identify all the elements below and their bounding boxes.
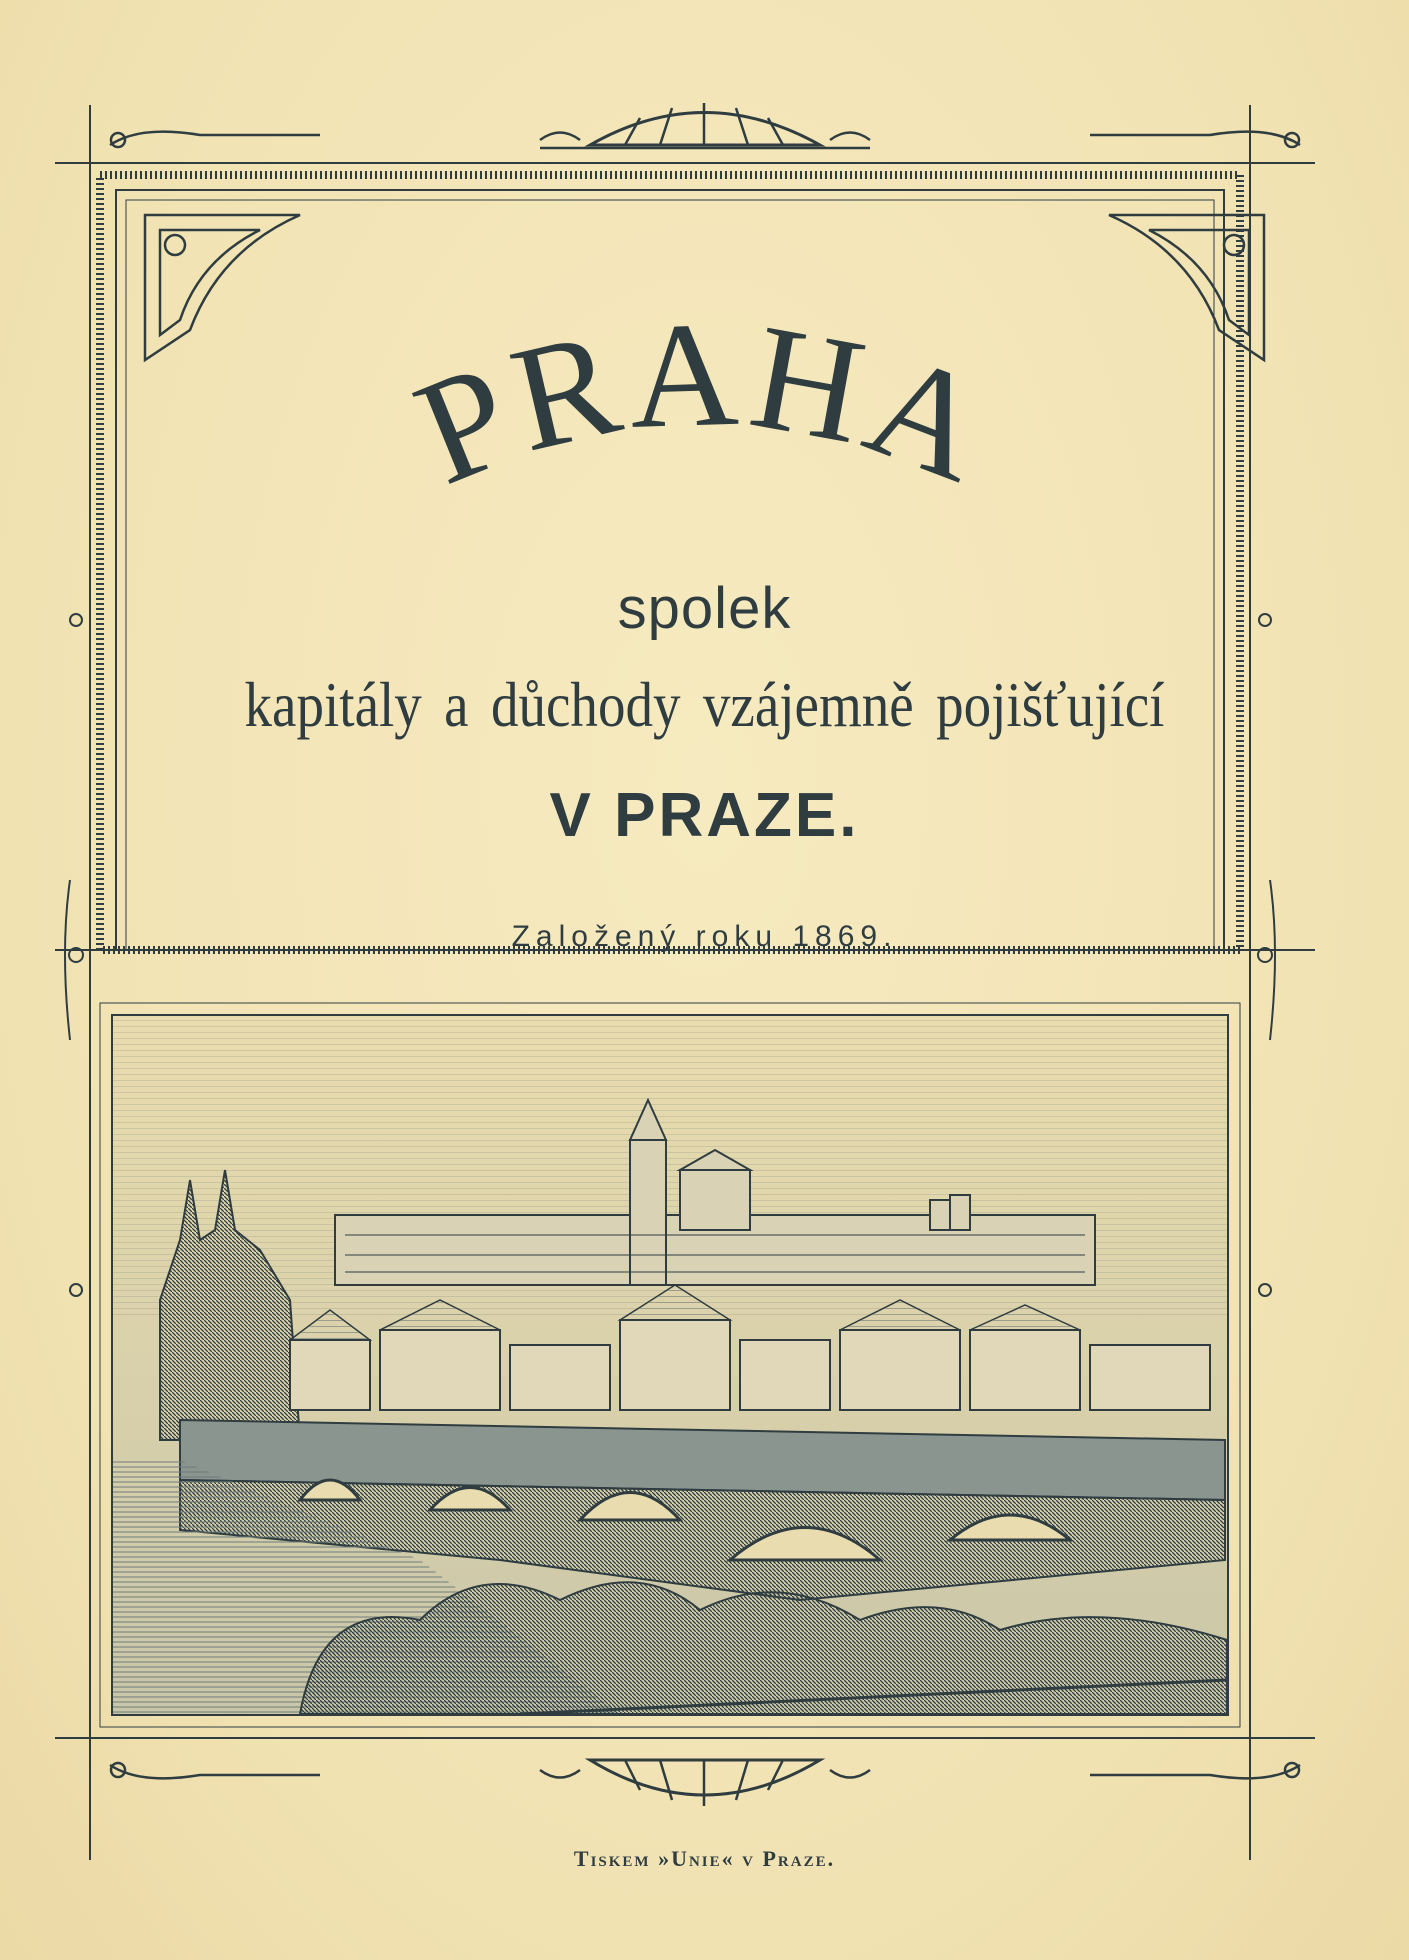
subtitle-spolek: spolek bbox=[617, 576, 792, 641]
engraving-illustration bbox=[113, 1016, 1227, 1714]
subtitle-description: kapitály a důchody vzájemně pojišťující bbox=[244, 669, 1165, 740]
top-ornament bbox=[110, 103, 1300, 148]
corner-ornament-right bbox=[1109, 215, 1264, 360]
founded-line: Založený roku 1869. bbox=[511, 920, 898, 953]
corner-ornament-left bbox=[145, 215, 300, 360]
printer-imprint: Tiskem »Unie« v Praze. bbox=[573, 1846, 836, 1871]
cover-title: PRAHA bbox=[394, 290, 1013, 517]
subtitle-city: V PRAZE. bbox=[549, 781, 860, 850]
bottom-ornament bbox=[110, 1760, 1300, 1806]
